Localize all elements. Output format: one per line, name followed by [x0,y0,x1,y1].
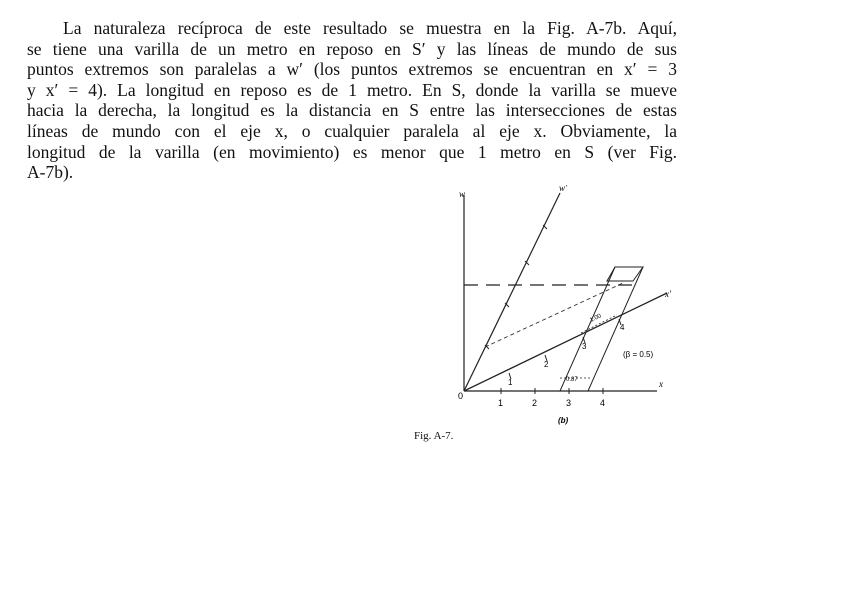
paragraph-line: y x′ = 4). La longitud en reposo es de 1 metro. En S, donde la varilla se mueve [27,79,677,100]
w-axis-label: w [459,189,466,199]
paragraph-line: longitud de la varilla (en movimiento) es menor que 1 metro en S (ver Fig. [27,141,677,162]
x-prime-tick-label: 3 [582,342,587,351]
paragraph-line: A-7b). [27,162,74,183]
world-line-end-3 [560,267,615,391]
paragraph-line: puntos extremos son paralelas a w′ (los puntos extremos se encuentran en x′ = 3 [27,59,677,80]
length-label-moving: 0.87 [566,377,578,383]
origin-label: 0 [458,391,464,401]
spacetime-diagram [445,185,685,445]
body-paragraph [27,18,677,183]
dashed-parallel-line [485,283,623,347]
x-prime-tick-label: 1 [508,378,513,387]
paragraph-line: La naturaleza recíproca de este resultado se muestra en la Fig. A-7b. Aquí, [63,18,677,38]
figure-caption: Fig. A-7. [414,430,454,442]
x-tick-label: 1 [498,398,504,408]
length-label-prime: 1.00 [589,313,603,324]
w-prime-axis-label: w′ [559,185,567,193]
x-tick-label: 4 [600,398,606,408]
x-tick-label: 2 [532,398,538,408]
panel-label: (b) [558,416,569,425]
x-prime-tick-label: 2 [544,360,549,369]
x-axis-label: x [659,379,663,389]
paragraph-line: hacia la derecha, la longitud es la distancia en S entre las intersecciones de estas [27,100,677,121]
world-line-end-4 [588,267,643,391]
paragraph-line: se tiene una varilla de un metro en reposo en S′ y las líneas de mundo de sus [27,38,677,59]
beta-label: (β = 0.5) [623,350,654,359]
x-prime-axis-label: x′ [665,289,671,299]
paragraph-line: líneas de mundo con el eje x, o cualquier paralela al eje x. Obviamente, la [27,120,677,141]
x-tick-label: 3 [566,398,572,408]
x-prime-tick-label: 4 [620,323,625,332]
